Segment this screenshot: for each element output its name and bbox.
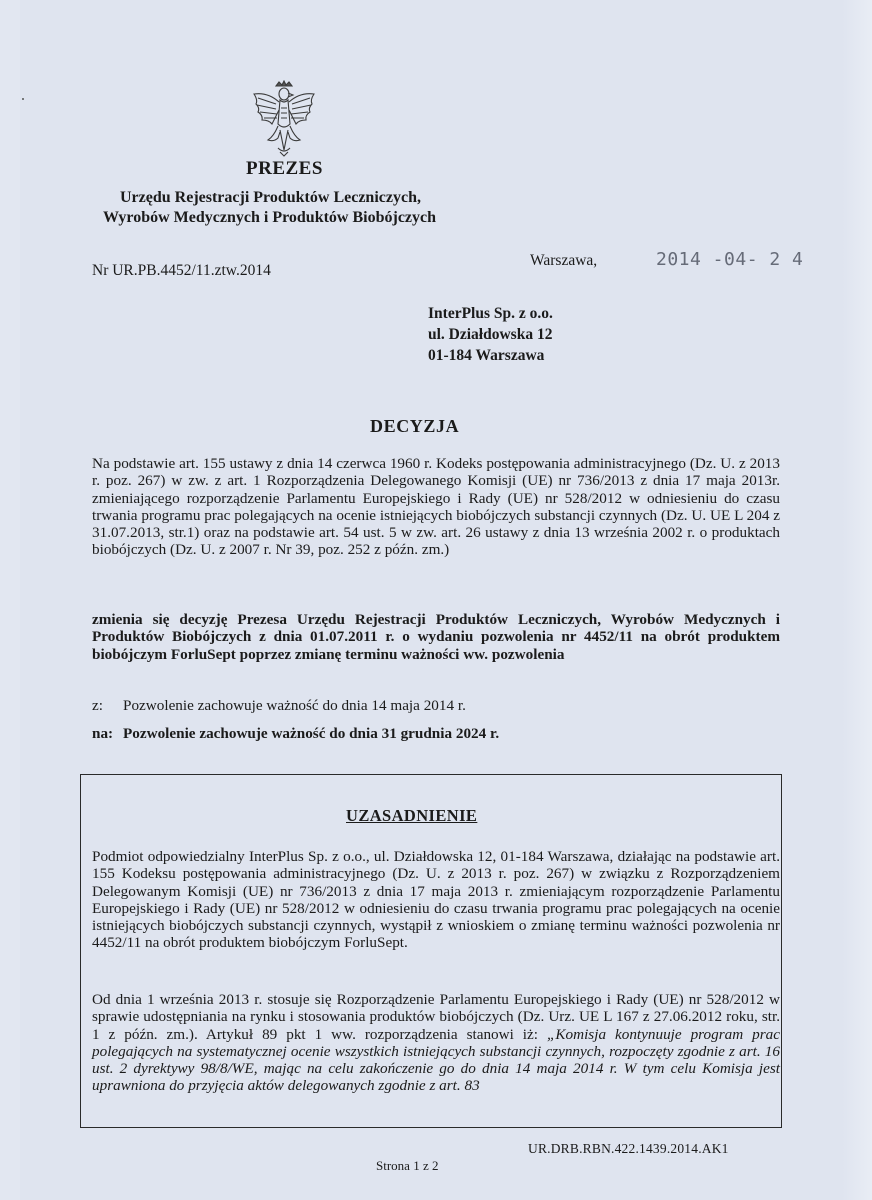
change-from-text: Pozwolenie zachowuje ważność do dnia 14 maja 2014 r. — [123, 697, 466, 714]
legal-basis-paragraph: Na podstawie art. 155 ustawy z dnia 14 czerwca 1960 r. Kodeks postępowania administracyjnego (Dz. U. z 2013 r. poz. 267) w zw. z art. 1 Rozporządzenia Delegowanego Komisji (UE) nr 736/2013 z dnia 17 maja 2013r. zmieniającego rozporządzenie Parlamentu Europejskiego i Rady (UE) nr 528/2012 w odniesieniu do czasu trwania programu prac polegających na ocenie istniejących biobójczych substancji czynnych (Dz. U. UE L 204 z 31.07.2013, str.1) oraz na podstawie art. 54 ust. 5 w zw. art. 26 ustawy z dnia 13 września 2002 r. o produktach biobójczych (Dz. U. z 2007 r. Nr 39, poz. 252 z późn. zm.) — [92, 455, 780, 559]
issuer-title: PREZES — [246, 158, 323, 179]
change-to-row — [92, 725, 499, 743]
date-stamp: 2014 -04- 2 4 — [656, 249, 804, 270]
issuer-office-line-1: Urzędu Rejestracji Produktów Leczniczych, — [120, 189, 421, 206]
justification-paragraph-2 — [92, 991, 780, 1095]
recipient-name: InterPlus Sp. z o.o. — [428, 305, 553, 322]
reference-number: Nr UR.PB.4452/11.ztw.2014 — [92, 262, 271, 279]
change-from-label: z: — [92, 697, 103, 714]
change-from-row — [92, 697, 466, 715]
change-to-text: Pozwolenie zachowuje ważność do dnia 31 grudnia 2024 r. — [123, 725, 500, 742]
decision-text-paragraph: zmienia się decyzję Prezesa Urzędu Rejestracji Produktów Leczniczych, Wyrobów Medycznych i Produktów Biobójczych z dnia 01.07.2011 r. o wydaniu pozwolenia nr 4452/11 na obrót produktem biobójczym ForluSept poprzez zmianę terminu ważności ww. pozwolenia — [92, 611, 780, 663]
recipient-city: 01-184 Warszawa — [428, 347, 545, 364]
page-number: Strona 1 z 2 — [376, 1158, 439, 1173]
issuer-office-line-2: Wyrobów Medycznych i Produktów Biobójczych — [103, 209, 437, 226]
place-of-issue: Warszawa, — [530, 252, 598, 269]
justification-paragraph-2-text: Od dnia 1 września 2013 r. stosuje się Rozporządzenie Parlamentu Europejskiego i Rady (UE) nr 528/2012 w sprawie udostępniania na rynku i stosowania produktów biobójczych (Dz. Urz. UE L 167 z 27.06.2012 roku, str. 1 z późn. zm.). Artykuł 89 pkt 1 ww. rozporządzenia stanowi iż: — [92, 991, 780, 1043]
scan-speck — [22, 98, 24, 100]
justification-paragraph-1: Podmiot odpowiedzialny InterPlus Sp. z o.o., ul. Działdowska 12, 01-184 Warszawa, działając na podstawie art. 155 Kodeksu postępowania administracyjnego (Dz. U. z 2013 r. poz. 267) w związku z Rozporządzeniem Delegowanym Komisji (UE) nr 736/2013 z dnia 17 maja 2013 r. zmieniającym rozporządzenie Parlamentu Europejskiego i Rady (UE) nr 528/2012 w odniesieniu do czasu trwania programu prac polegających na ocenie istniejących biobójczych substancji czynnych, wystąpił z wnioskiem o zmianę terminu ważności pozwolenia nr 4452/11 na obrót produktem biobójczym ForluSept. — [92, 848, 780, 952]
recipient-street: ul. Działdowska 12 — [428, 326, 553, 343]
eagle-emblem-icon — [250, 80, 318, 158]
justification-title: UZASADNIENIE — [346, 806, 478, 825]
document-reference: UR.DRB.RBN.422.1439.2014.AK1 — [528, 1141, 729, 1156]
regulation-quote: „Komisja kontynuuje program prac polegających na systematycznej ocenie wszystkich istniejących substancji czynnych, rozpoczęty zgodnie z art. 16 ust. 2 dyrektywy 98/8/WE, mając na celu zakończenie go do dnia 14 maja 2014 r. W tym celu Komisja jest uprawniona do przyjęcia aktów delegowanych zgodnie z art. 83 — [92, 1025, 780, 1095]
page-edge — [842, 0, 872, 1200]
decision-heading: DECYZJA — [370, 416, 460, 436]
change-to-label: na: — [92, 725, 114, 742]
